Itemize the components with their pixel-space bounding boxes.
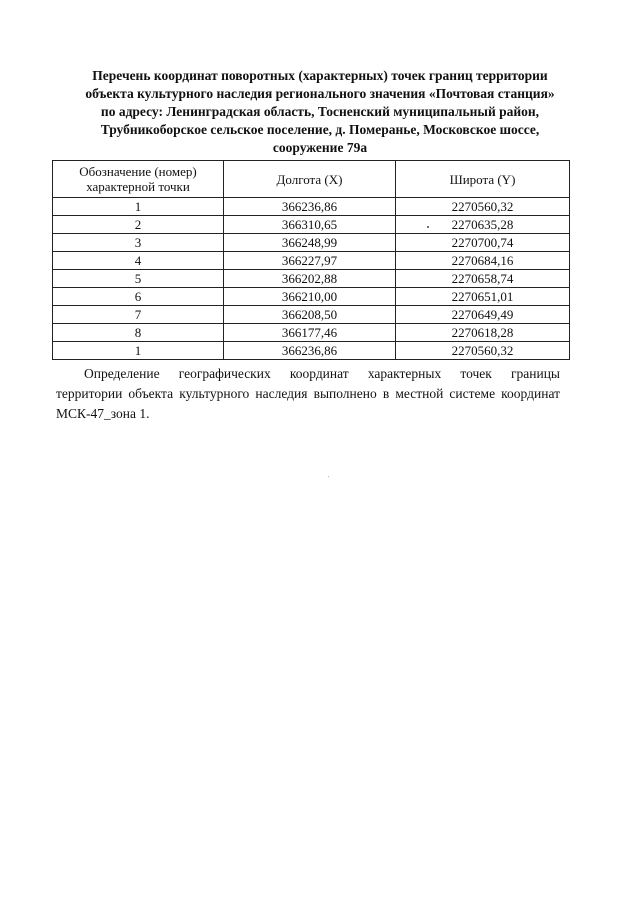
cell-point: 6	[53, 288, 224, 306]
table-row	[53, 216, 570, 234]
coordinates-table	[52, 160, 570, 360]
table-row	[53, 342, 570, 360]
table-row	[53, 288, 570, 306]
header-point-number	[53, 161, 224, 198]
cell-y: 2270560,32	[396, 342, 570, 360]
cell-y: 2270635,28	[396, 216, 570, 234]
cell-x: 366202,88	[224, 270, 396, 288]
cell-x: 366208,50	[224, 306, 396, 324]
header-point-line-2: характерной точки	[86, 179, 190, 194]
document-title	[70, 67, 570, 157]
cell-y: 2270684,16	[396, 252, 570, 270]
cell-point: 7	[53, 306, 224, 324]
cell-x: 366210,00	[224, 288, 396, 306]
table-row	[53, 324, 570, 342]
cell-y: 2270618,28	[396, 324, 570, 342]
note-continuation: территории объекта культурного наследия выполнено в местной системе координат МСК-47_зона 1.	[56, 386, 560, 421]
cell-point: 5	[53, 270, 224, 288]
title-line-1: Перечень координат поворотных (характерных) точек границ территории	[92, 68, 548, 83]
table-row	[53, 306, 570, 324]
table-row	[53, 198, 570, 216]
coordinate-system-note	[56, 364, 560, 424]
cell-y: 2270560,32	[396, 198, 570, 216]
cell-x: 366227,97	[224, 252, 396, 270]
title-line-5: сооружение 79а	[272, 140, 368, 155]
table-row	[53, 270, 570, 288]
note-first-line: Определение географических координат характерных точек границы	[84, 366, 560, 381]
header-point-line-1: Обозначение (номер)	[79, 164, 197, 179]
title-line-2: объекта культурного наследия регионального значения «Почтовая станция»	[85, 86, 555, 101]
cell-point: 3	[53, 234, 224, 252]
cell-x: 366177,46	[224, 324, 396, 342]
header-latitude-y: Широта (Y)	[396, 161, 570, 198]
cell-y: 2270649,49	[396, 306, 570, 324]
title-line-4: Трубникоборское сельское поселение, д. Померанье, Московское шоссе,	[100, 122, 540, 137]
table-header-row	[53, 161, 570, 198]
cell-x: 366236,86	[224, 342, 396, 360]
scan-speck	[328, 476, 329, 477]
table-row	[53, 234, 570, 252]
cell-point: 1	[53, 342, 224, 360]
cell-point: 4	[53, 252, 224, 270]
cell-y: 2270651,01	[396, 288, 570, 306]
cell-x: 366248,99	[224, 234, 396, 252]
cell-point: 8	[53, 324, 224, 342]
cell-y: 2270658,74	[396, 270, 570, 288]
cell-x: 366236,86	[224, 198, 396, 216]
title-line-3: по адресу: Ленинградская область, Тосненский муниципальный район,	[100, 104, 540, 119]
header-longitude-x: Долгота (X)	[224, 161, 396, 198]
scan-speck	[427, 226, 429, 228]
cell-y: 2270700,74	[396, 234, 570, 252]
table-row	[53, 252, 570, 270]
cell-point: 2	[53, 216, 224, 234]
cell-point: 1	[53, 198, 224, 216]
cell-x: 366310,65	[224, 216, 396, 234]
